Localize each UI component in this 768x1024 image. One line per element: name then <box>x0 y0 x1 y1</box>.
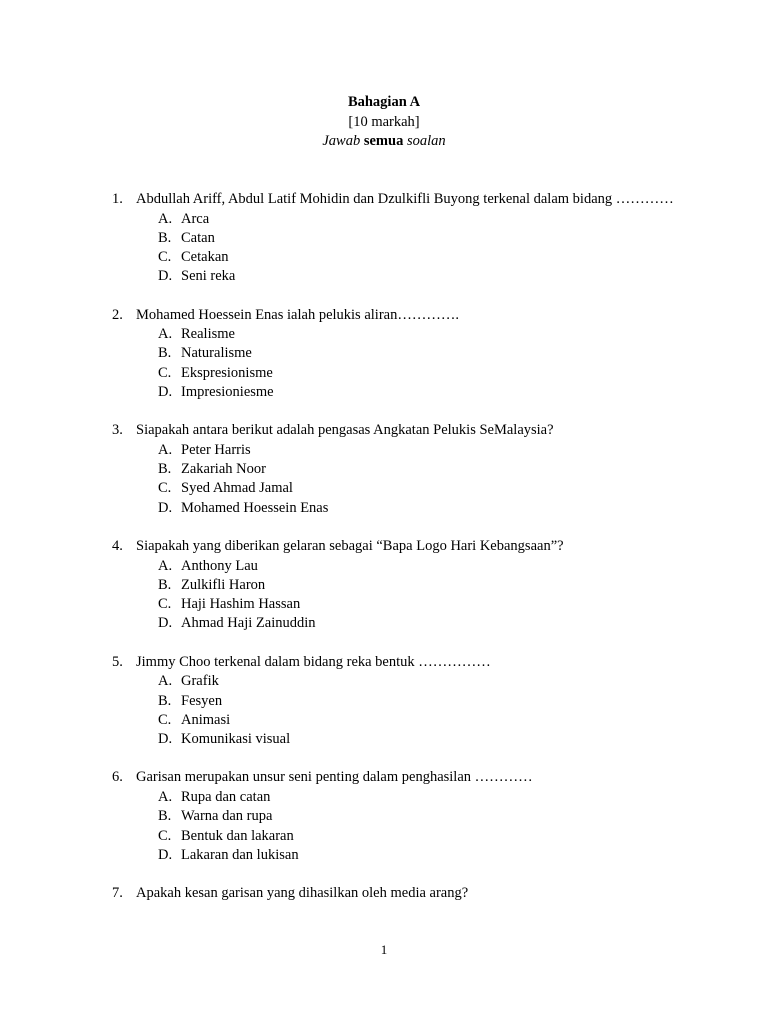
option-letter: C. <box>158 596 172 613</box>
answer-option <box>158 248 677 267</box>
question-number: 3. <box>112 422 123 439</box>
question-line <box>112 537 677 557</box>
option-list <box>158 325 677 402</box>
question-number: 2. <box>112 306 123 323</box>
question-number: 1. <box>112 191 123 207</box>
question-number: 6. <box>112 769 123 786</box>
instruction-word-3: soalan <box>406 133 446 149</box>
question-item <box>112 190 677 287</box>
option-text: Lakaran dan lukisan <box>181 846 299 863</box>
option-text: Realisme <box>181 326 235 343</box>
section-marks: [10 markah] <box>348 113 420 130</box>
option-text: Syed Ahmad Jamal <box>181 480 293 497</box>
answer-option <box>158 692 677 711</box>
answer-option <box>158 267 677 286</box>
option-text: Animasi <box>181 711 231 728</box>
section-title: Bahagian A <box>347 94 421 110</box>
answer-option <box>158 210 677 229</box>
answer-option <box>158 383 677 402</box>
option-text: Impresioniesme <box>181 384 274 401</box>
answer-option <box>158 730 677 749</box>
option-letter: D. <box>158 499 173 516</box>
section-instruction <box>0 132 768 152</box>
answer-option <box>158 595 677 614</box>
option-list <box>158 210 677 287</box>
page-number: 1 <box>380 942 388 957</box>
question-number: 5. <box>112 653 123 670</box>
option-letter: D. <box>158 268 173 285</box>
answer-option <box>158 788 677 807</box>
question-line <box>112 768 677 788</box>
question-number: 4. <box>112 538 123 555</box>
question-line <box>112 190 677 210</box>
option-text: Cetakan <box>181 249 229 266</box>
answer-option <box>158 229 677 248</box>
option-list <box>158 672 677 749</box>
option-text: Zulkifli Haron <box>181 576 266 593</box>
option-text: Rupa dan catan <box>181 788 271 805</box>
answer-option <box>158 499 677 518</box>
question-item <box>112 537 677 634</box>
answer-option <box>158 827 677 846</box>
option-text: Zakariah Noor <box>181 461 266 478</box>
option-letter: C. <box>158 827 172 844</box>
option-letter: B. <box>158 345 172 362</box>
answer-option <box>158 557 677 576</box>
answer-option <box>158 479 677 498</box>
answer-option <box>158 614 677 633</box>
answer-option <box>158 364 677 383</box>
answer-option <box>158 344 677 363</box>
option-letter: B. <box>158 808 172 825</box>
question-text: Siapakah antara berikut adalah pengasas Angkatan Pelukis SeMalaysia? <box>136 422 554 439</box>
option-letter: D. <box>158 384 173 401</box>
option-letter: D. <box>158 846 173 863</box>
option-text: Fesyen <box>181 692 223 709</box>
option-text: Naturalisme <box>181 345 252 362</box>
option-letter: A. <box>158 210 173 227</box>
question-line <box>112 421 677 441</box>
question-item <box>112 884 677 904</box>
question-text: Siapakah yang diberikan gelaran sebagai “Bapa Logo Hari Kebangsaan”? <box>136 538 564 555</box>
option-letter: A. <box>158 557 173 574</box>
answer-option <box>158 576 677 595</box>
option-text: Seni reka <box>181 268 236 285</box>
option-text: Anthony Lau <box>181 557 258 574</box>
answer-option <box>158 441 677 460</box>
section-header <box>0 93 768 152</box>
option-text: Arca <box>181 210 210 227</box>
option-letter: B. <box>158 692 172 709</box>
instruction-word-2: semua <box>363 133 404 149</box>
answer-option <box>158 846 677 865</box>
option-letter: A. <box>158 441 173 458</box>
question-list <box>112 190 677 923</box>
option-letter: D. <box>158 731 173 748</box>
answer-option <box>158 672 677 691</box>
answer-option <box>158 325 677 344</box>
option-list <box>158 788 677 865</box>
option-letter: B. <box>158 461 172 478</box>
question-text: Jimmy Choo terkenal dalam bidang reka bentuk …………… <box>136 653 491 670</box>
option-text: Bentuk dan lakaran <box>181 827 294 844</box>
question-line <box>112 653 677 673</box>
question-text: Abdullah Ariff, Abdul Latif Mohidin dan Dzulkifli Buyong terkenal dalam bidang ………… <box>136 191 674 207</box>
option-letter: C. <box>158 364 172 381</box>
question-item <box>112 768 677 865</box>
instruction-word-1: Jawab <box>322 133 361 149</box>
question-text: Mohamed Hoessein Enas ialah pelukis aliran…………. <box>136 306 459 323</box>
answer-option <box>158 807 677 826</box>
option-letter: A. <box>158 788 173 805</box>
option-letter: C. <box>158 480 172 497</box>
question-line <box>112 306 677 326</box>
question-item <box>112 306 677 403</box>
option-letter: C. <box>158 711 172 728</box>
question-item <box>112 653 677 750</box>
option-letter: A. <box>158 326 173 343</box>
option-text: Ekspresionisme <box>181 364 273 381</box>
option-text: Grafik <box>181 673 219 690</box>
option-letter: C. <box>158 249 172 266</box>
question-line <box>112 884 677 904</box>
answer-option <box>158 460 677 479</box>
option-letter: B. <box>158 229 172 246</box>
option-list <box>158 441 677 518</box>
option-letter: D. <box>158 615 173 632</box>
option-text: Peter Harris <box>181 441 251 458</box>
question-text: Garisan merupakan unsur seni penting dalam penghasilan ………… <box>136 769 533 786</box>
answer-option <box>158 711 677 730</box>
option-list <box>158 557 677 634</box>
option-text: Haji Hashim Hassan <box>181 596 301 613</box>
option-letter: B. <box>158 576 172 593</box>
option-text: Mohamed Hoessein Enas <box>181 499 329 516</box>
option-text: Komunikasi visual <box>181 731 291 748</box>
question-item <box>112 421 677 518</box>
question-number: 7. <box>112 885 123 902</box>
option-text: Warna dan rupa <box>181 808 273 825</box>
question-text: Apakah kesan garisan yang dihasilkan oleh media arang? <box>136 885 469 902</box>
option-text: Catan <box>181 229 215 246</box>
option-text: Ahmad Haji Zainuddin <box>181 615 316 632</box>
option-letter: A. <box>158 673 173 690</box>
